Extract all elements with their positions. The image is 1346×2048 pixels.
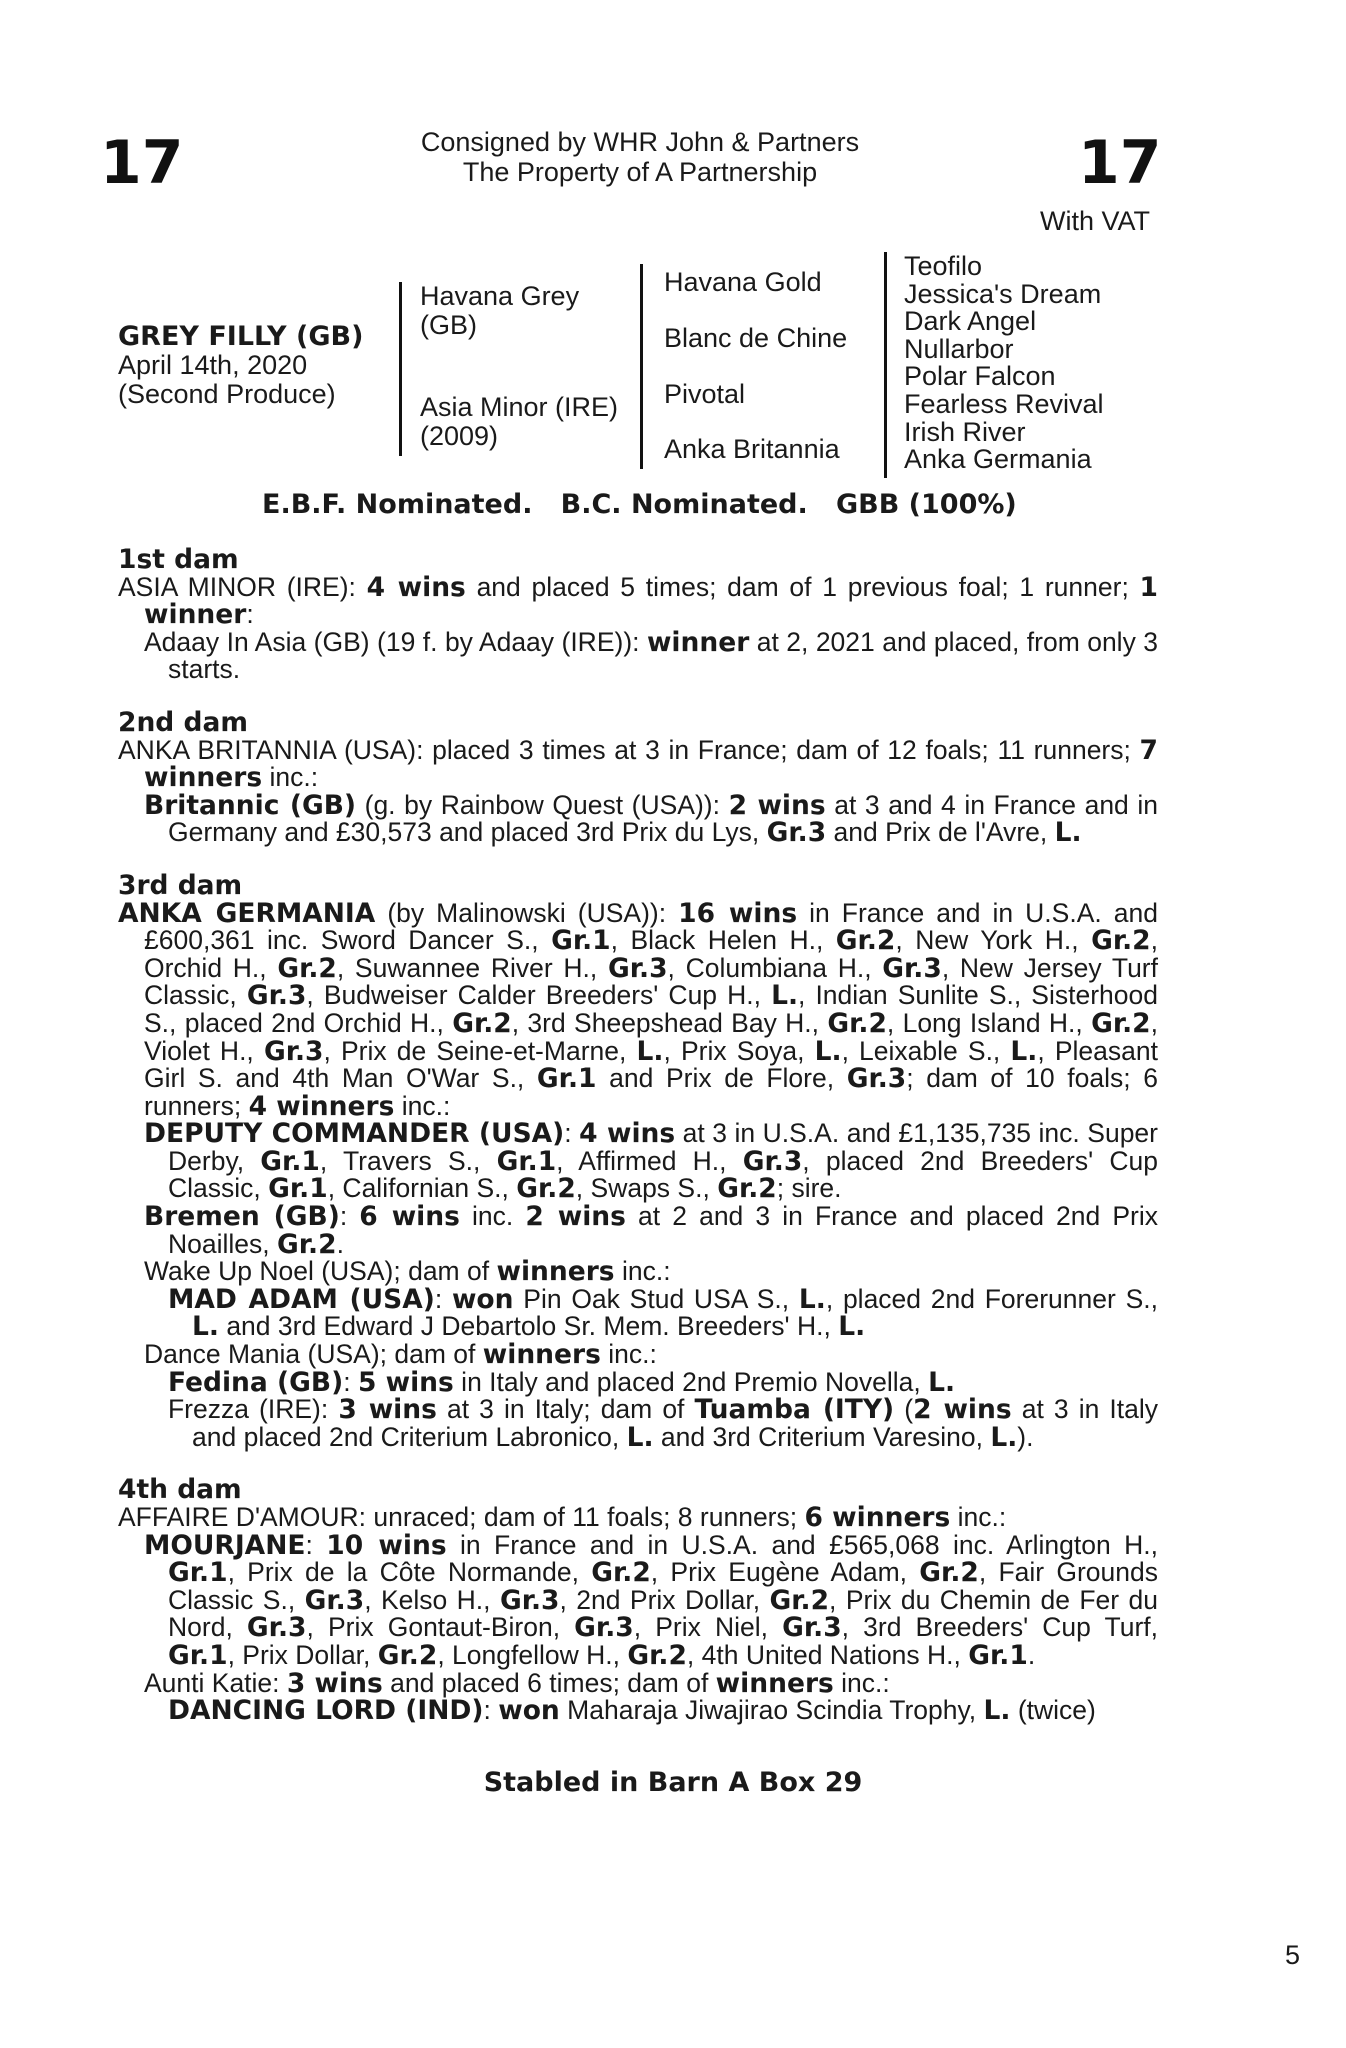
- text-run: , placed 2nd Forerunner S.,: [825, 1283, 1158, 1314]
- bold-run: winners: [496, 1256, 615, 1288]
- great-grandparent: Jessica's Dream: [904, 278, 1102, 309]
- text-run: ; dam of 10 foals; 6 runners;: [144, 1063, 1158, 1121]
- bold-run: Gr.2: [919, 1557, 979, 1589]
- text-run: , Affirmed H.,: [556, 1145, 743, 1176]
- bold-run: 5 wins: [357, 1366, 454, 1398]
- great-grandparent: Polar Falcon: [904, 361, 1056, 392]
- bold-run: Gr.3: [766, 817, 827, 849]
- bold-run: 6 wins: [359, 1201, 460, 1233]
- text-run: .: [336, 1228, 344, 1259]
- bold-run: 2 wins: [913, 1394, 1012, 1426]
- bold-run: Gr.2: [516, 1173, 576, 1205]
- text-run: :: [246, 599, 254, 630]
- bold-run: 2 wins: [728, 789, 826, 821]
- text-run: , Pleasant Girl S. and 4th Man O'War S.,: [144, 1035, 1158, 1094]
- bold-run: won: [451, 1283, 514, 1315]
- bold-run: L.: [990, 1421, 1018, 1453]
- property-line: The Property of A Partnership: [462, 157, 818, 187]
- pedigree-entry: [118, 1366, 1158, 1398]
- pedigree-entry: [118, 1341, 1158, 1369]
- bold-run: L.: [192, 1311, 219, 1343]
- pedigree-entry: [118, 1283, 1158, 1343]
- section-heading: 4th dam: [118, 1474, 242, 1506]
- text-run: , Swaps S.,: [575, 1173, 718, 1204]
- text-run: , New York H.,: [895, 925, 1092, 956]
- text-run: , Prix du Chemin de Fer du Nord,: [168, 1584, 1159, 1643]
- bold-run: winners: [482, 1339, 601, 1371]
- pedigree-sire: [420, 282, 579, 340]
- text-run: , 4th United Nations H.,: [686, 1639, 969, 1670]
- bold-run: Fedina (GB): [168, 1366, 344, 1398]
- text-run: , Prix Eugène Adam,: [650, 1557, 920, 1588]
- lot-number-right: 17: [1078, 128, 1162, 198]
- bold-run: Gr.2: [277, 952, 337, 984]
- bold-run: Gr.2: [769, 1584, 830, 1616]
- bold-run: 3 wins: [286, 1667, 383, 1699]
- text-run: , Long Island H.,: [886, 1007, 1092, 1038]
- lot-number-left: 17: [100, 128, 184, 198]
- sire-country: (GB): [420, 310, 477, 340]
- text-run: ASIA MINOR (IRE):: [118, 571, 367, 602]
- text-run: :: [564, 1118, 580, 1149]
- text-run: and placed 6 times; dam of: [382, 1667, 716, 1698]
- text-run: ANKA BRITANNIA (USA): placed 3 times at 3 in France; dam of 12 foals; 11 runners;: [118, 734, 1140, 765]
- text-run: ; sire.: [776, 1173, 842, 1204]
- text-run: , Leixable S.,: [841, 1035, 1011, 1066]
- grandparent: Blanc de Chine: [664, 323, 848, 353]
- text-run: , Orchid H.,: [144, 925, 1158, 983]
- bold-run: DANCING LORD (IND): [168, 1695, 484, 1727]
- great-grandparent: Fearless Revival: [904, 388, 1104, 419]
- horse-name: GREY FILLY (GB): [118, 321, 364, 352]
- text-run: , placed 2nd Breeders' Cup Classic,: [168, 1145, 1158, 1204]
- bold-run: Gr.2: [1091, 1007, 1151, 1039]
- consignor-line: Consigned by WHR John & Partners: [420, 127, 860, 157]
- bold-run: 2 wins: [525, 1201, 626, 1233]
- text-run: Pin Oak Stud USA S.,: [513, 1283, 799, 1314]
- bold-run: Gr.3: [846, 1063, 907, 1095]
- bold-run: DEPUTY COMMANDER (USA): [144, 1118, 565, 1150]
- pedigree-bracket-3: [884, 252, 887, 478]
- grandparent: Havana Gold: [664, 267, 822, 297]
- pedigree-entry: [118, 571, 1158, 631]
- text-run: and placed 5 times; dam of 1 previous foal; 1 runner;: [465, 571, 1140, 602]
- text-run: .: [1027, 1639, 1036, 1670]
- dam-section: [118, 706, 1158, 849]
- text-run: AFFAIRE D'AMOUR: unraced; dam of 11 foals; 8 runners;: [118, 1502, 805, 1532]
- pedigree-entry: [118, 897, 1158, 1122]
- bold-run: 10 wins: [326, 1529, 447, 1561]
- text-run: at 3 in Italy and placed 2nd Criterium Labronico,: [192, 1394, 1159, 1452]
- text-run: :: [483, 1695, 499, 1726]
- bold-run: Gr.2: [277, 1228, 337, 1260]
- nominations: [262, 489, 1017, 521]
- text-run: Wake Up Noel (USA); dam of: [144, 1256, 497, 1287]
- bold-run: Gr.3: [499, 1584, 560, 1616]
- dam-name: Asia Minor (IRE): [420, 392, 619, 422]
- text-run: , Prix Dollar,: [227, 1639, 378, 1670]
- text-run: inc.:: [394, 1090, 451, 1121]
- bold-run: Gr.1: [536, 1063, 597, 1095]
- text-run: and 3rd Criterium Varesino,: [653, 1421, 991, 1452]
- text-run: inc.: [459, 1201, 526, 1232]
- bold-run: 16 wins: [678, 897, 798, 929]
- text-run: inc.:: [833, 1667, 890, 1698]
- text-run: inc.:: [262, 762, 319, 793]
- bold-run: Britannic (GB): [144, 789, 357, 821]
- text-run: at 2 and 3 in France and placed 2nd Prix Noailles,: [168, 1201, 1158, 1259]
- text-run: Maharaja Jiwajirao Scindia Trophy,: [559, 1695, 984, 1726]
- text-run: , Californian S.,: [327, 1173, 517, 1204]
- text-run: Dance Mania (USA); dam of: [144, 1339, 483, 1370]
- text-run: Aunti Katie:: [144, 1667, 287, 1698]
- pedigree-entry: [118, 789, 1158, 849]
- great-grandparent: Teofilo: [904, 251, 983, 281]
- gbb-status: GBB (100%): [835, 489, 1017, 520]
- stabling-note: Stabled in Barn A Box 29: [483, 1767, 863, 1798]
- text-run: inc.:: [950, 1502, 1007, 1532]
- text-run: at 3 in U.S.A. and £1,135,735 inc. Super Derby,: [168, 1118, 1158, 1176]
- text-run: at 3 in Italy; dam of: [436, 1394, 695, 1425]
- text-run: , Prix de la Côte Normande,: [227, 1557, 592, 1588]
- bold-run: Gr.3: [304, 1584, 365, 1616]
- great-grandparent: Nullarbor: [904, 333, 1014, 364]
- pedigree-bracket-2: [640, 264, 643, 469]
- text-run: , Travers S.,: [319, 1145, 497, 1176]
- great-grandparents: [904, 253, 1104, 474]
- bold-run: Gr.3: [742, 1145, 803, 1177]
- bold-run: MOURJANE: [144, 1529, 306, 1561]
- pedigree-entry: [118, 1504, 1158, 1532]
- bold-run: Gr.3: [882, 952, 942, 984]
- text-run: , 3rd Sheepshead Bay H.,: [511, 1007, 828, 1038]
- text-run: , Prix de Seine-et-Marne,: [323, 1035, 637, 1066]
- bold-run: Gr.2: [627, 1639, 687, 1671]
- great-grandparent: Anka Germania: [904, 444, 1092, 475]
- text-run: inc.:: [600, 1339, 657, 1370]
- text-run: (: [894, 1394, 914, 1425]
- bold-run: Gr.2: [827, 1007, 887, 1039]
- text-run: , Violet H.,: [144, 1007, 1158, 1066]
- bold-run: Gr.1: [496, 1145, 557, 1177]
- bold-run: Bremen (GB): [144, 1201, 340, 1233]
- text-run: at 3 and 4 in France and in Germany and £30,573 and placed 3rd Prix du Lys,: [168, 789, 1158, 848]
- text-run: , Kelso H.,: [364, 1584, 500, 1615]
- bold-run: Gr.3: [782, 1612, 842, 1644]
- produce-record: [118, 546, 1158, 1750]
- bold-run: Gr.3: [246, 980, 307, 1012]
- text-run: , Longfellow H.,: [437, 1639, 628, 1670]
- text-run: , Indian Sunlite S., Sisterhood S., placed 2nd Orchid H.,: [144, 980, 1158, 1038]
- text-run: inc.:: [614, 1256, 671, 1287]
- bc-nomination: B.C. Nominated.: [560, 489, 808, 520]
- dam-section: [118, 1474, 1159, 1727]
- text-run: :: [343, 1366, 358, 1397]
- text-run: , 3rd Breeders' Cup Turf,: [841, 1612, 1158, 1643]
- bold-run: 4 wins: [579, 1118, 676, 1150]
- page-number: 5: [1285, 1940, 1301, 1970]
- bold-run: Gr.2: [717, 1173, 777, 1205]
- bold-run: Gr.3: [574, 1612, 634, 1644]
- bold-run: L.: [636, 1035, 664, 1067]
- text-run: and Prix de l'Avre,: [826, 817, 1055, 848]
- text-run: , New Jersey Turf Classic,: [144, 952, 1158, 1011]
- text-run: :: [305, 1529, 327, 1560]
- text-run: in Italy and placed 2nd Premio Novella,: [453, 1366, 929, 1397]
- bold-run: L.: [771, 980, 799, 1012]
- bold-run: winners: [715, 1667, 834, 1699]
- text-run: ).: [1017, 1421, 1034, 1452]
- text-run: (g. by Rainbow Quest (USA)):: [356, 789, 729, 820]
- bold-run: Gr.1: [168, 1639, 228, 1671]
- bold-run: won: [498, 1695, 560, 1727]
- text-run: , Prix Soya,: [663, 1035, 815, 1066]
- bold-run: Gr.3: [263, 1035, 324, 1067]
- text-run: :: [434, 1283, 452, 1314]
- bold-run: Gr.3: [607, 952, 668, 984]
- dam-section: [118, 869, 1159, 1453]
- pedigree-dam: [420, 393, 618, 451]
- bold-run: Gr.1: [168, 1557, 228, 1589]
- vat-note: With VAT: [1040, 206, 1151, 236]
- text-run: and 3rd Edward J Debartolo Sr. Mem. Breeders' H.,: [218, 1311, 839, 1342]
- bold-run: 4 wins: [366, 571, 466, 603]
- ebf-nomination: E.B.F. Nominated.: [262, 489, 533, 520]
- sire-name: Havana Grey: [420, 281, 580, 311]
- text-run: , Prix Gontaut-Biron,: [306, 1612, 575, 1643]
- produce-note: (Second Produce): [118, 379, 336, 409]
- text-run: (twice): [1010, 1695, 1096, 1726]
- pedigree-entry: [118, 1396, 1158, 1451]
- text-run: and Prix de Flore,: [596, 1063, 847, 1094]
- pedigree-entry: [118, 1697, 1158, 1725]
- bold-run: Gr.1: [268, 1173, 328, 1205]
- dam-year: (2009): [420, 421, 499, 451]
- pedigree-entry: [118, 1203, 1158, 1258]
- bold-run: L.: [814, 1035, 842, 1067]
- bold-run: MAD ADAM (USA): [168, 1283, 435, 1315]
- text-run: in France and in U.S.A. and £565,068 inc. Arlington H.,: [446, 1529, 1158, 1560]
- bold-run: L.: [838, 1311, 866, 1343]
- grandparent: Pivotal: [664, 379, 746, 409]
- great-grandparent: Dark Angel: [904, 306, 1037, 337]
- bold-run: Gr.2: [591, 1557, 651, 1589]
- text-run: Frezza (IRE):: [168, 1394, 339, 1425]
- text-run: , Suwannee River H.,: [336, 952, 608, 983]
- pedigree-entry: [118, 734, 1158, 794]
- bold-run: Gr.2: [835, 925, 896, 957]
- bold-run: L.: [1010, 1035, 1038, 1067]
- bold-run: 6 winners: [804, 1502, 951, 1533]
- bold-run: Gr.1: [260, 1145, 320, 1177]
- pedigree-entry: [118, 626, 1159, 685]
- dam-section: [118, 546, 1158, 684]
- bold-run: L.: [798, 1283, 826, 1315]
- bold-run: 3 wins: [338, 1394, 437, 1426]
- text-run: , Black Helen H.,: [610, 925, 836, 956]
- foaling-date: April 14th, 2020: [118, 350, 308, 380]
- bold-run: Gr.1: [968, 1639, 1028, 1671]
- bold-run: 1 winner: [144, 571, 1158, 631]
- bold-run: winner: [646, 626, 750, 658]
- text-run: (by Malinowski (USA)):: [375, 897, 679, 928]
- bold-run: Gr.2: [1091, 925, 1151, 957]
- text-run: , Prix Niel,: [633, 1612, 783, 1643]
- bold-run: L.: [626, 1421, 654, 1453]
- bold-run: Gr.2: [452, 1007, 512, 1039]
- bold-run: L.: [928, 1366, 956, 1398]
- grandparent: Anka Britannia: [664, 434, 840, 464]
- pedigree-entry: [118, 1258, 1158, 1286]
- horse-description: [118, 322, 363, 409]
- bold-run: 7 winners: [144, 734, 1158, 794]
- bold-run: ANKA GERMANIA: [118, 897, 376, 929]
- pedigree-entry: [118, 1667, 1158, 1699]
- pedigree-entry: [118, 1120, 1158, 1203]
- section-heading: 2nd dam: [118, 706, 248, 738]
- text-run: in France and in U.S.A. and £600,361 inc. Sword Dancer S.,: [144, 897, 1158, 956]
- bold-run: 4 winners: [248, 1090, 395, 1122]
- text-run: , 2nd Prix Dollar,: [559, 1584, 770, 1615]
- bold-run: Gr.3: [246, 1612, 307, 1644]
- text-run: Adaay In Asia (GB) (19 f. by Adaay (IRE)):: [144, 626, 647, 657]
- text-run: , Columbiana H.,: [667, 952, 883, 983]
- bold-run: Gr.2: [377, 1639, 438, 1671]
- pedigree-bracket-1: [399, 282, 402, 456]
- bold-run: Gr.1: [551, 925, 611, 957]
- text-run: , Budweiser Calder Breeders' Cup H.,: [306, 980, 772, 1011]
- bold-run: Tuamba (ITY): [694, 1394, 895, 1426]
- great-grandparent: Irish River: [904, 416, 1026, 447]
- pedigree-entry: [118, 1529, 1159, 1671]
- text-run: at 2, 2021 and placed, from only 3 starts.: [168, 626, 1159, 685]
- text-run: :: [339, 1201, 360, 1232]
- bold-run: L.: [983, 1695, 1011, 1727]
- bold-run: L.: [1054, 817, 1082, 849]
- section-heading: 1st dam: [118, 544, 239, 575]
- section-heading: 3rd dam: [118, 869, 243, 901]
- text-run: , Fair Grounds Classic S.,: [168, 1557, 1158, 1615]
